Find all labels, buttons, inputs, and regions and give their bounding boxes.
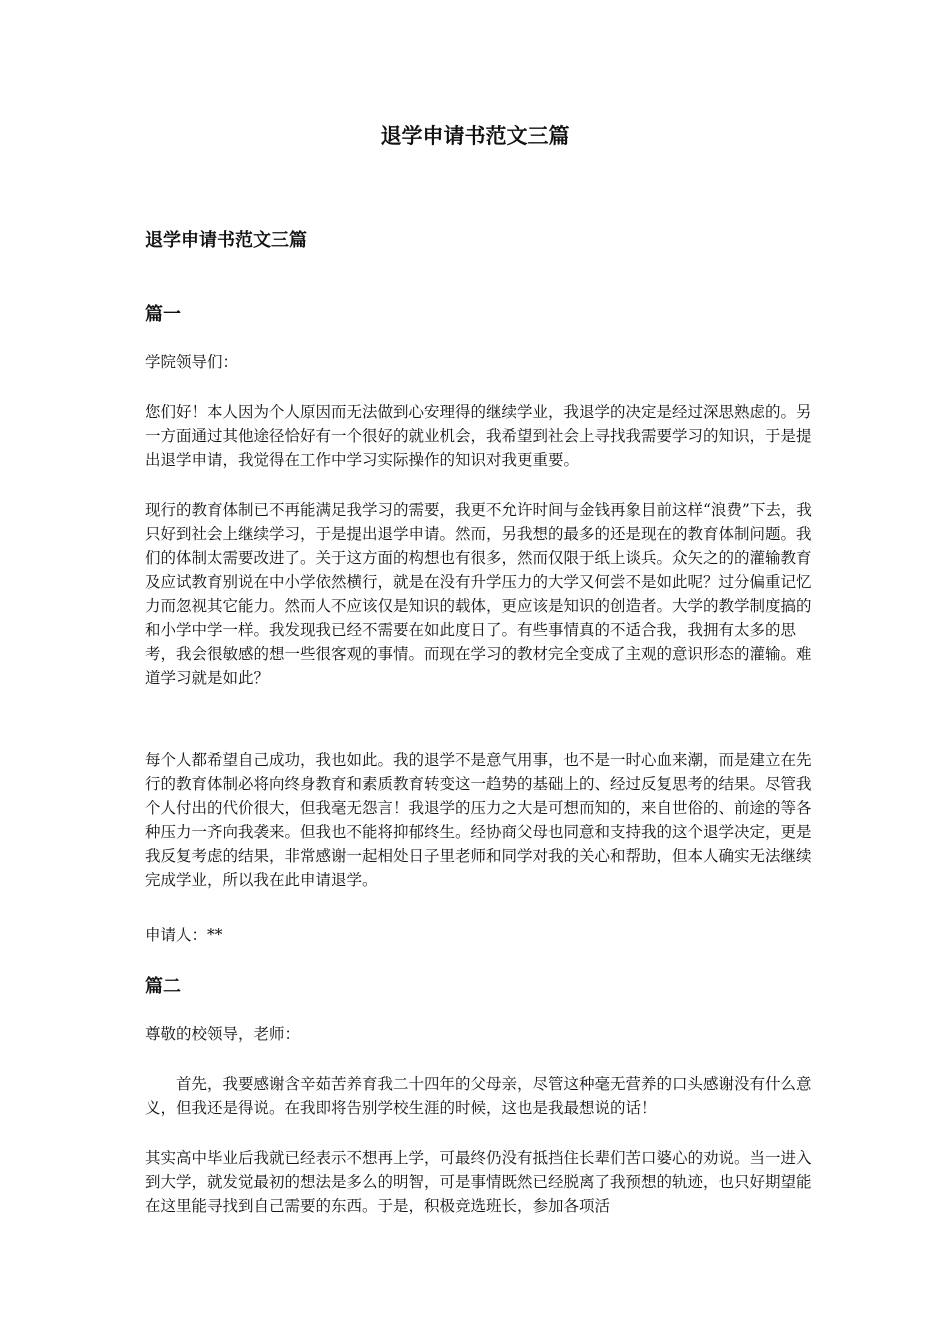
- salutation-1: 学院领导们：: [145, 353, 239, 371]
- salutation-2: 尊敬的校领导，老师：: [145, 1025, 301, 1043]
- section-heading-2: 篇二: [145, 976, 181, 997]
- document-subtitle: 退学申请书范文三篇: [145, 230, 307, 251]
- paragraph: 首先，我要感谢含辛茹苦养育我二十四年的父母亲，尽管这种毫无营养的口头感谢没有什么意义，但我还是得说。在我即将告别学校生涯的时候，这也是我最想说的话！: [145, 1075, 812, 1117]
- document-title: 退学申请书范文三篇: [380, 124, 570, 148]
- paragraph: 现行的教育体制已不再能满足我学习的需要，我更不允许时间与金钱再象目前这样“浪费”下去，我只好到社会上继续学习，于是提出退学申请。然而，另我想的最多的还是现在的教育体制问题。我们的体制太需要改进了。关于这方面的构想也有很多，然而仅限于纸上谈兵。众矢之的的灌输教育及应试教育别说在中小学依然横行，就是在没有升学压力的大学又何尝不是如此呢？过分偏重记忆力而忽视其它能力。然而人不应该仅是知识的载体，更应该是知识的创造者。大学的教学制度搞的和小学中学一样。我发现我已经不需要在如此度日了。有些事情真的不适合我，我拥有太多的思考，我会很敏感的想一些很客观的事情。而现在学习的教材完全变成了主观的意识形态的灌输。难道学习就是如此？: [145, 501, 812, 687]
- paragraph: 其实高中毕业后我就已经表示不想再上学，可最终仍没有抵挡住长辈们苦口婆心的劝说。当一进入到大学，就发觉最初的想法是多么的明智，可是事情既然已经脱离了我预想的轨迹，也只好期望能在这里能寻找到自己需要的东西。于是，积极竞选班长，参加各项活: [145, 1149, 812, 1215]
- paragraph: 每个人都希望自己成功，我也如此。我的退学不是意气用事，也不是一时心血来潮，而是建立在先行的教育体制必将向终身教育和素质教育转变这一趋势的基础上的、经过反复思考的结果。尽管我个人付出的代价很大，但我毫无怨言！我退学的压力之大是可想而知的，来自世俗的、前途的等各种压力一齐向我袭来。但我也不能将抑郁终生。经协商父母也同意和支持我的这个退学决定，更是我反复考虑的结果，非常感谢一起相处日子里老师和同学对我的关心和帮助，但本人确实无法继续完成学业，所以我在此申请退学。: [145, 751, 812, 889]
- applicant-line: 申请人：**: [145, 926, 223, 944]
- section-heading-1: 篇一: [145, 304, 181, 325]
- paragraph: 您们好！本人因为个人原因而无法做到心安理得的继续学业，我退学的决定是经过深思熟虑的。另一方面通过其他途径恰好有一个很好的就业机会，我希望到社会上寻找我需要学习的知识，于是提出退学申请，我觉得在工作中学习实际操作的知识对我更重要。: [145, 403, 812, 469]
